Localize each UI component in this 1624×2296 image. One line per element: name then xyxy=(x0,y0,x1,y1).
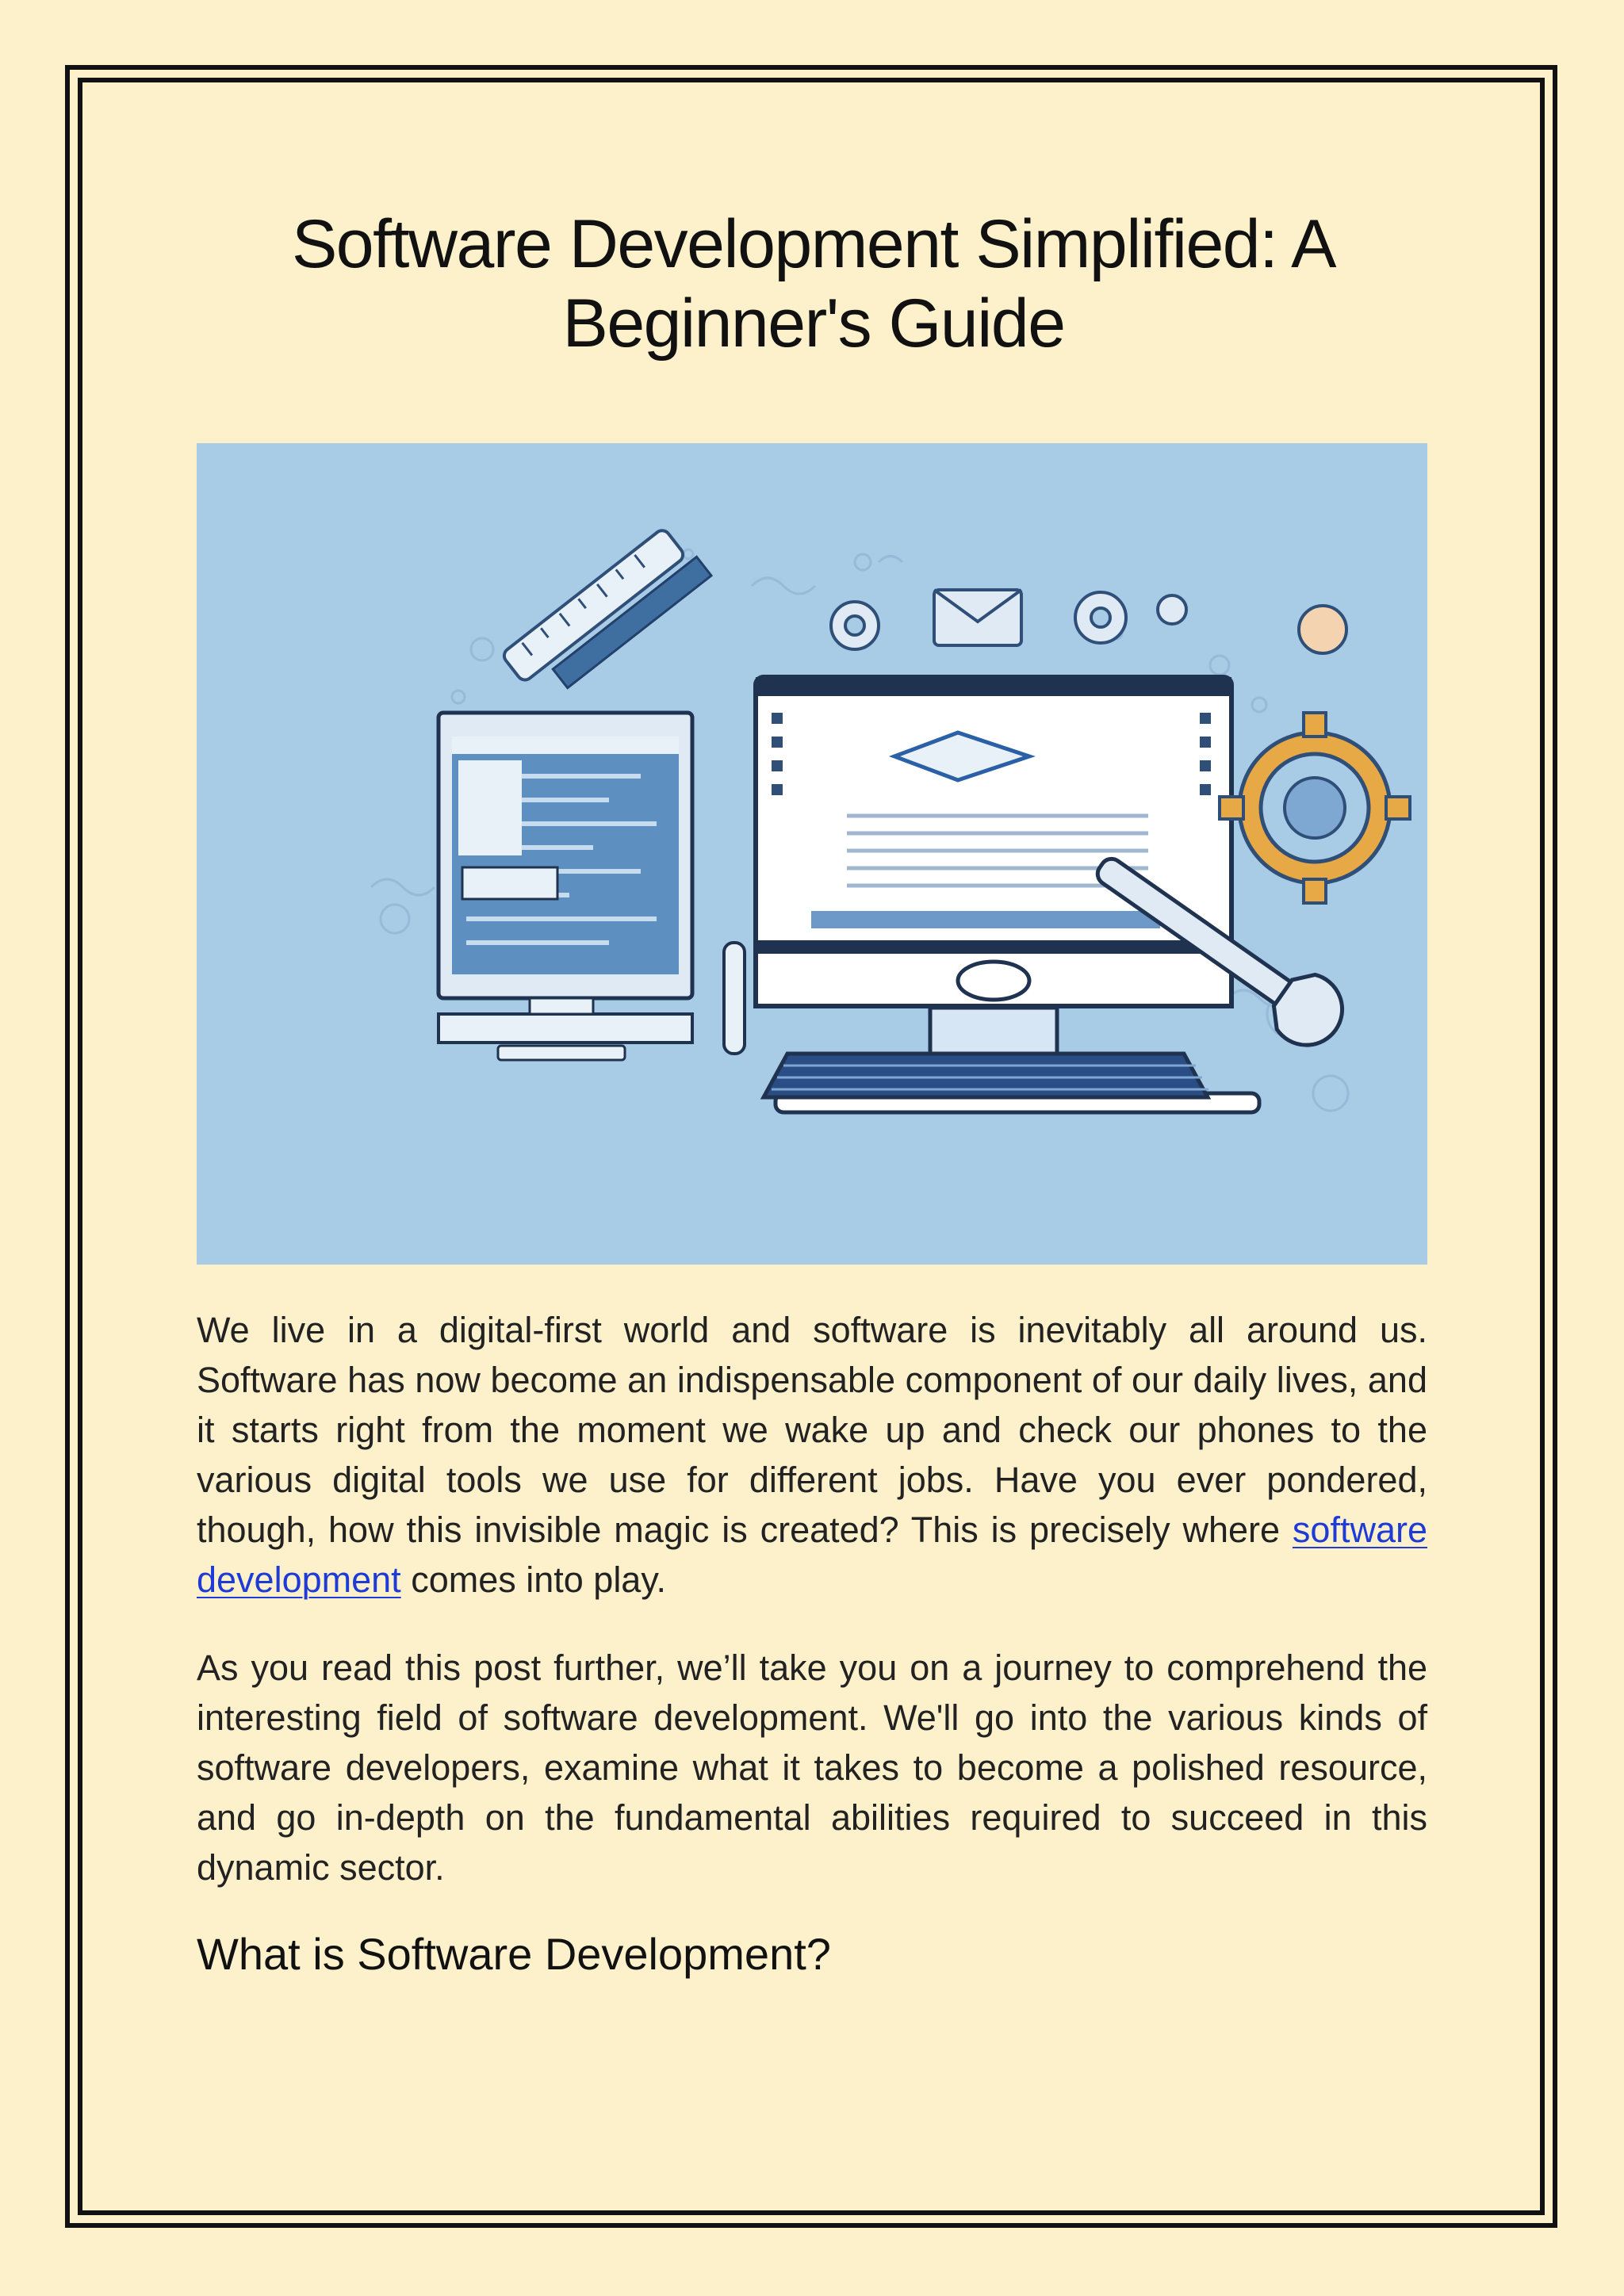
intro-paragraph xyxy=(197,1305,1427,1605)
section-heading: What is Software Development? xyxy=(197,1929,831,1979)
hero-illustration xyxy=(197,443,1427,1265)
software-development-link[interactable]: software development xyxy=(197,1510,1427,1600)
intro-text-end: comes into play. xyxy=(400,1559,667,1600)
document-title: Software Development Simplified: A Beginner's Guide xyxy=(291,206,1336,362)
intro-text: We live in a digital-first world and software is inevitably all around us. Software has now become an indispensable component of our daily lives, and it starts right from the moment we wake up and check our phones to the various digital tools we use for different jobs. Have you ever pondered, though, how this invisible magic is created? This is precisely where xyxy=(197,1310,1427,1550)
journey-paragraph: As you read this post further, we’ll take you on a journey to comprehend the interesting field of software development. We'll go into the various kinds of software developers, examine what it takes to become a polished resource, and go in-depth on the fundamental abilities required to succeed in this dynamic sector. xyxy=(197,1647,1427,1888)
